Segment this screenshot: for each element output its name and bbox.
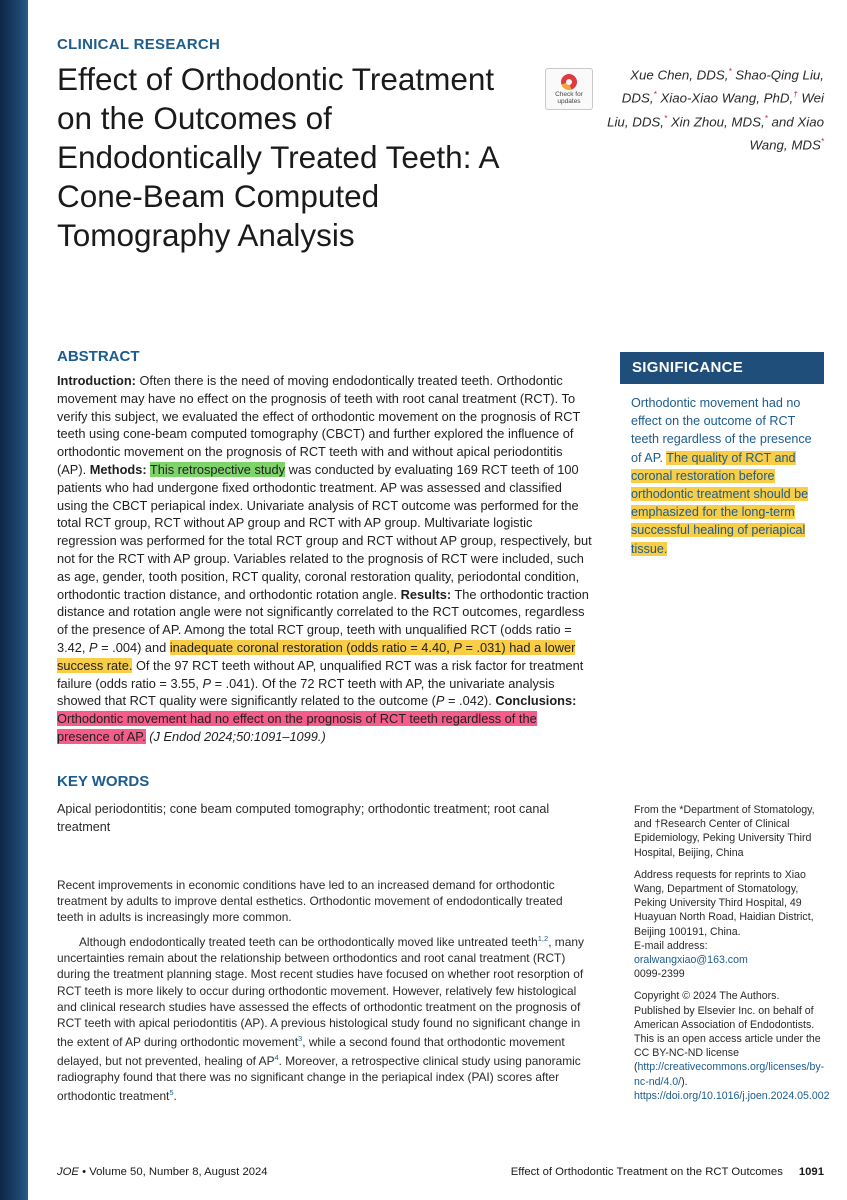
author-name: Wei Liu, DDS,: [607, 90, 824, 130]
badge-line-1: Check for: [555, 91, 583, 98]
keywords-list: Apical periodontitis; cone beam computed tomography; orthodontic treatment; root canal treatment: [57, 802, 550, 834]
methods-label: Methods:: [89, 461, 147, 477]
body-text-segment: , while a second found that orthodontic movement delayed, but not prevented, healing of AP: [57, 1034, 565, 1068]
author-name: Xin Zhou, MDS,: [670, 114, 765, 130]
author-mark: *: [728, 67, 732, 76]
conclusions-label: Conclusions:: [495, 693, 577, 709]
significance-text: Orthodontic movement had no effect on the outcome of RCT teeth regardless of the presence of AP.: [631, 396, 812, 465]
running-title: Effect of Orthodontic Treatment on the RCT Outcomes: [510, 1166, 783, 1178]
results-text-2: = .004) and: [101, 639, 167, 655]
journal-citation: (J Endod 2024;50:1091–1099.): [149, 728, 326, 744]
abstract-heading: ABSTRACT: [57, 348, 140, 365]
article-title: Effect of Orthodontic Treatment on the Outcomes of Endodontically Treated Teeth: A Cone-Beam Computed Tomography Analysis: [57, 61, 498, 253]
badge-line-2: updates: [557, 98, 581, 105]
p-value-symbol: P: [453, 639, 462, 655]
abstract-body: [57, 372, 592, 746]
methods-text: was conducted by evaluating 169 RCT teeth of 100 patients who had undergone fixed orthodontic treatment. AP was assessed and classified using the CBCT periapical index. Univariate analysis of RCT outcome was performed for the total RCT group, RCT without AP group and RCT with AP group. Multivariate logistic regression was performed for the total RCT group and RCT without AP group, respectively, but not for the RCT with AP group. Variables related to the prognosis of RCT were included, such as age, gender, tooth position, RCT quality, coronal restoration quality, periodontal condition, orthodontic traction distance, and orthodontic rotation angle.: [57, 461, 592, 602]
citation-ref[interactable]: 1,2: [537, 934, 549, 944]
author-mark: *: [653, 90, 657, 100]
address-text: Address requests for reprints to Xiao Wang, Department of Stomatology, Peking University Third Hospital, 49 Huayuan North Road, Haidian District, Beijing 100191, China.: [634, 868, 814, 938]
methods-highlight: This retrospective study: [149, 461, 286, 477]
issue-info: • Volume 50, Number 8, August 2024: [78, 1166, 268, 1178]
body-text-segment: .: [173, 1089, 177, 1103]
email-link[interactable]: oralwangxiao@163.com: [634, 954, 748, 967]
author-mark: *: [764, 113, 768, 123]
p-value-symbol: P: [202, 675, 212, 691]
results-highlight-2: = .031) had a lower success rate.: [57, 639, 576, 673]
affiliation-note: From the *Department of Stomatology, and †Research Center of Clinical Epidemiology, Peking University Third Hospital, Beijing, China: [634, 804, 815, 859]
intro-label: Introduction:: [57, 373, 136, 388]
significance-body: [631, 394, 821, 558]
side-notes: [634, 803, 830, 1111]
author-name: Xiao-Xiao Wang, PhD,: [660, 90, 794, 106]
keywords-heading: KEY WORDS: [57, 773, 150, 790]
reprint-address: [634, 868, 824, 982]
body-text-segment: , many uncertainties remain about the relationship between orthodontics and root canal treatment (RCT) during the treatment planning stage. Most recent studies have focused on whether root resorption of RCT teeth is more likely to occur during orthodontic movement. However, relatively few histological and clinical research studies have assessed the effects of orthodontic treatment on the prognosis of RCT teeth with apical periodontitis (AP). A previous histological study found no significant change in the extent of AP during orthodontic movement: [57, 935, 584, 1049]
intro-text: Often there is the need of moving endodontically treated teeth. Orthodontic movement may have no effect on the prognosis of teeth with root canal treatment (RCT). To verify this subject, we evaluated the effect of orthodontic movement on the prognosis of RCT teeth using cone-beam computed tomography (CBCT) and further explored the influence of orthodontic movement on the prognosis of RCT teeth with and without apical periodontitis (AP).: [57, 373, 581, 477]
copyright-end: ).: [681, 1075, 688, 1088]
left-color-bar: [0, 0, 28, 1200]
body-text: [57, 877, 592, 1104]
crossmark-icon: [561, 74, 577, 90]
body-paragraph-2: [57, 931, 592, 1104]
results-text-1: The orthodontic traction distance and rotation angle were not significantly correlated to the RCT outcomes, regardless of the presence of AP. Among the total RCT group, teeth with unqualified RCT (odds ratio = 3.42,: [57, 586, 589, 655]
significance-highlight: The quality of RCT and coronal restoration before orthodontic treatment should be emphasized for the long-term successful healing of periapical tissue.: [631, 450, 809, 556]
p-value-symbol: P: [89, 639, 98, 655]
results-highlight-1: inadequate coronal restoration (odds ratio = 4.40,: [169, 639, 450, 655]
email-label: E-mail address:: [634, 939, 708, 952]
citation-ref[interactable]: 5: [169, 1088, 174, 1098]
author-list: [598, 62, 824, 156]
page-number: 1091: [798, 1166, 824, 1178]
doi-link[interactable]: https://doi.org/10.1016/j.joen.2024.05.002: [634, 1089, 830, 1102]
license-link[interactable]: http://creativecommons.org/licenses/by-nc-nd/4.0/: [634, 1061, 825, 1088]
author-mark: *: [663, 113, 668, 123]
results-text-5: = .042).: [448, 693, 492, 709]
body-text-segment: . Moreover, a retrospective clinical study using panoramic radiography found that there was no significant change in the periapical index (PAI) scores after orthodontic treatment: [57, 1053, 581, 1103]
footer-right: [511, 1166, 824, 1178]
copyright-note: [634, 989, 830, 1103]
p-value-symbol: P: [435, 693, 445, 709]
body-paragraph-1: Recent improvements in economic conditions have led to an increased demand for orthodontic treatment by adults to improve dental esthetics. Orthodontic movement of endodontically treated teeth in adults is increasingly more common.: [57, 878, 563, 925]
journal-name: JOE: [57, 1166, 79, 1178]
citation-ref[interactable]: 3: [298, 1033, 303, 1043]
significance-heading: SIGNIFICANCE: [632, 359, 744, 376]
results-text-3: Of the 97 RCT teeth without AP, unqualified RCT was a risk factor for treatment failure (odds ratio = 3.55,: [57, 657, 584, 691]
results-text-4: = .041). Of the 72 RCT teeth with AP, the univariate analysis showed that RCT quality were significantly related to the outcome (: [57, 675, 555, 709]
issn: 0099-2399: [634, 968, 685, 981]
body-text-segment: Although endodontically treated teeth can be orthodontically moved like untreated teeth: [79, 935, 538, 950]
check-for-updates-badge[interactable]: [545, 68, 593, 110]
author-mark: †: [793, 90, 798, 100]
author-name: Xue Chen, DDS,: [630, 67, 729, 83]
author-name: and Xiao Wang, MDS: [749, 114, 824, 153]
copyright-text: Copyright © 2024 The Authors. Published by Elsevier Inc. on behalf of American Association of Endodontists. This is an open access article under the CC BY-NC-ND license (: [634, 990, 821, 1074]
citation-ref[interactable]: 4: [274, 1052, 279, 1062]
author-name: Shao-Qing Liu, DDS,: [621, 67, 824, 106]
footer-journal-info: [57, 1166, 268, 1178]
results-label: Results:: [400, 586, 452, 602]
author-mark: *: [820, 137, 824, 147]
conclusions-highlight: Orthodontic movement had no effect on the prognosis of RCT teeth regardless of the presence of AP.: [57, 711, 537, 744]
section-label: CLINICAL RESEARCH: [57, 36, 221, 53]
